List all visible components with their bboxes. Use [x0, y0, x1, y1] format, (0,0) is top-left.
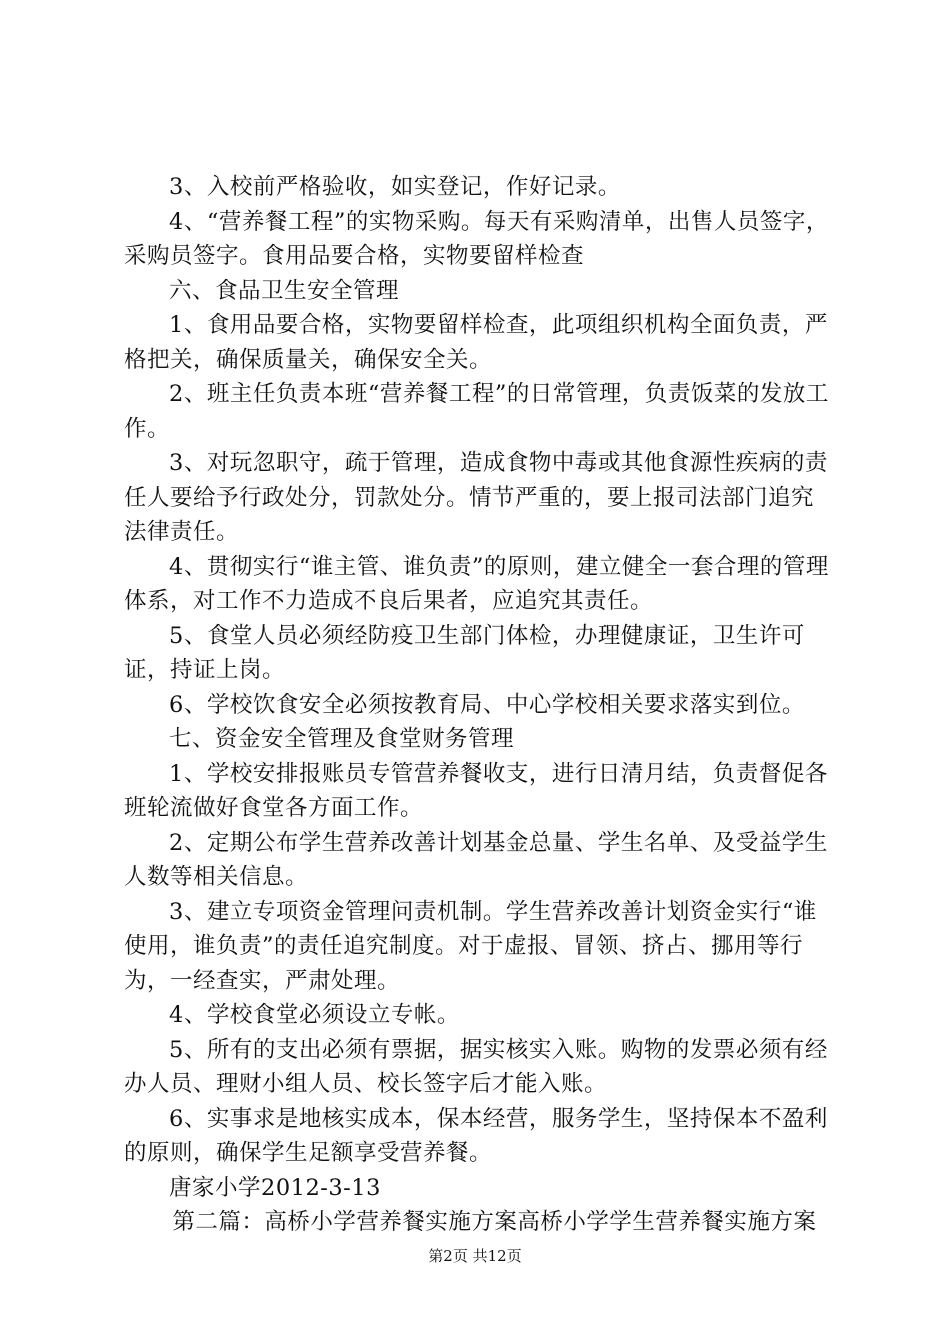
section-heading-finance: 七、资金安全管理及食堂财务管理	[169, 726, 515, 752]
page-number-footer: 第2页 共12页	[428, 1247, 522, 1265]
paragraph-finance-4: 4、学校食堂必须设立专帐。	[169, 1002, 460, 1028]
paragraph-food-2: 2、班主任负责本班“营养餐工程”的日常管理，负责饭菜的发放工作。	[124, 381, 829, 442]
paragraph-finance-3: 3、建立专项资金管理问责机制。学生营养改善计划资金实行“谁使用，谁负责”的责任追究制度。对于虚报、冒领、挤占、挪用等行为，一经查实，严肃处理。	[124, 898, 817, 994]
paragraph-food-1: 1、食用品要合格，实物要留样检查，此项组织机构全面负责，严格把关，确保质量关，确保安全关。	[124, 312, 828, 373]
paragraph-finance-2: 2、定期公布学生营养改善计划基金总量、学生名单、及受益学生人数等相关信息。	[124, 829, 828, 890]
paragraph-food-4: 4、贯彻实行“谁主管、谁负责”的原则，建立健全一套合理的管理体系，对工作不力造成不良后果者，应追究其责任。	[124, 553, 829, 614]
section-heading-food-safety: 六、食品卫生安全管理	[169, 277, 400, 304]
paragraph-finance-6: 6、实事求是地核实成本，保本经营，服务学生，坚持保本不盈利的原则，确保学生足额享受营养餐。	[124, 1105, 828, 1166]
signature-school-date: 唐家小学2012-3-13	[169, 1174, 381, 1201]
paragraph-finance-5: 5、所有的支出必须有票据，据实核实入账。购物的发票必须有经办人员、理财小组人员、校长签字后才能入账。	[124, 1036, 828, 1097]
next-chapter-title: 第二篇：高桥小学营养餐实施方案高桥小学学生营养餐实施方案	[172, 1209, 817, 1235]
paragraph-food-3: 3、对玩忽职守，疏于管理，造成食物中毒或其他食源性疾病的责任人要给予行政处分，罚款处分。情节严重的，要上报司法部门追究法律责任。	[124, 450, 828, 545]
paragraph-finance-1: 1、学校安排报账员专管营养餐收支，进行日清月结，负责督促各班轮流做好食堂各方面工作。	[124, 760, 828, 821]
paragraph-item-3: 3、入校前严格验收，如实登记，作好记录。	[169, 174, 621, 200]
document-body	[124, 170, 834, 1240]
paragraph-item-4-procurement: 4、“营养餐工程”的实物采购。每天有采购清单，出售人员签字，采购员签字。食用品要合格，实物要留样检查	[124, 208, 829, 269]
paragraph-food-6: 6、学校饮食安全必须按教育局、中心学校相关要求落实到位。	[169, 691, 805, 718]
paragraph-food-5: 5、食堂人员必须经防疫卫生部门体检，办理健康证，卫生许可证，持证上岗。	[124, 622, 805, 683]
